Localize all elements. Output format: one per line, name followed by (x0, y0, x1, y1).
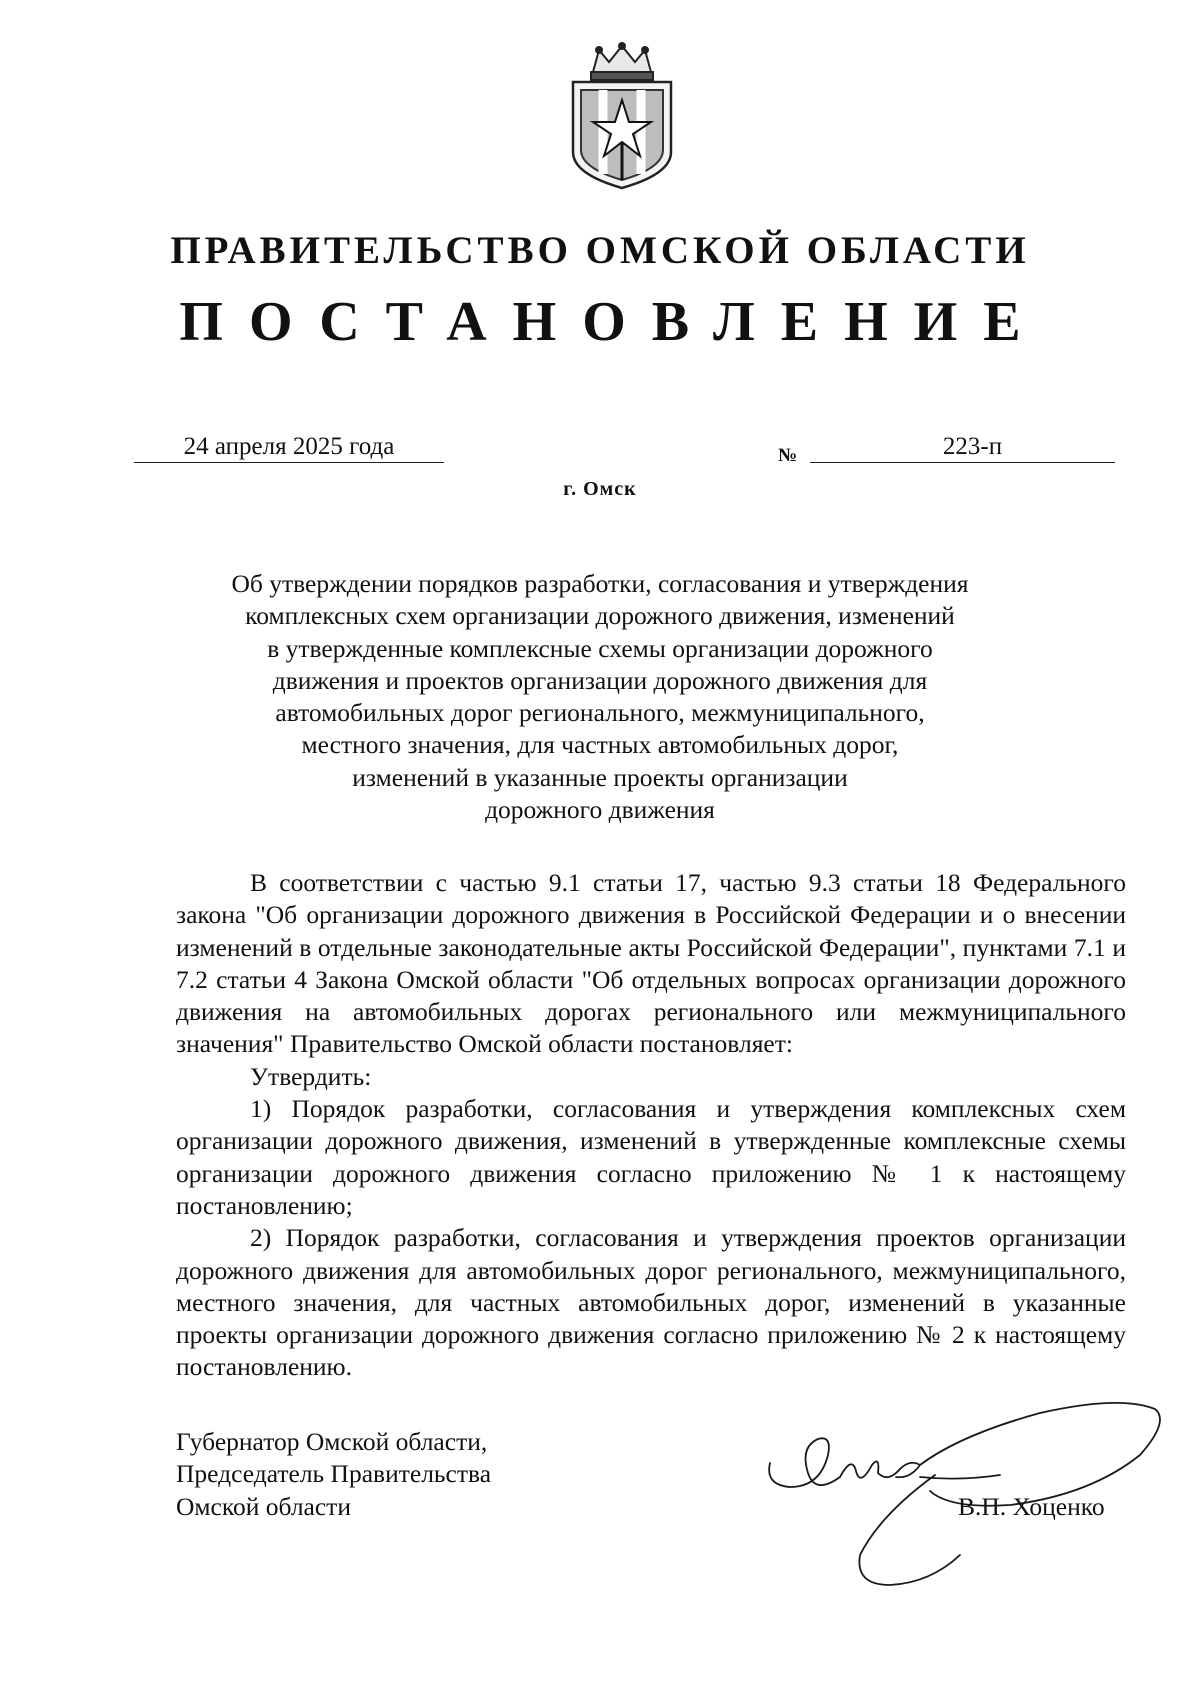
document-title (200, 568, 1000, 826)
paragraph-approve: Утвердить: (250, 1061, 372, 1091)
title-line: Об утверждении порядков разработки, согласования и утверждения (231, 569, 969, 598)
title-line: движения и проектов организации дорожного движения для (272, 665, 928, 695)
document-number: 223-п (810, 432, 1115, 463)
number-sign: № (778, 445, 798, 466)
signer-name: В.П. Хоценко (958, 1492, 1105, 1521)
title-line: местного значения, для частных автомобильных дорог, (301, 730, 899, 760)
position-line: Омской области (176, 1491, 351, 1521)
paragraph-item-1: 1) Порядок разработки, согласования и утверждения комплексных схем организации дорожного движения, изменений в утвержденные комплексные схемы организации дорожного движения согласно приложению № 1 к настоящему постановлению; (176, 1094, 1126, 1220)
document-type: ПОСТАНОВЛЕНИЕ (179, 291, 1047, 353)
organization-name: ПРАВИТЕЛЬСТВО ОМСКОЙ ОБЛАСТИ (170, 229, 1030, 272)
paragraph-item-2: 2) Порядок разработки, согласования и утверждения проектов организации дорожного движения для автомобильных дорог регионального, межмуниципального, местного значения, для частных автомобильных дорог, изменений в указанные проекты организации дорожного движения согласно приложению № 2 к настоящему постановлению. (176, 1223, 1126, 1382)
title-line: изменений в указанные проекты организации (352, 762, 848, 792)
document-date: 24 апреля 2025 года (134, 432, 444, 463)
position-line: Губернатор Омской области, (176, 1427, 488, 1456)
title-line: автомобильных дорог регионального, межмуниципального, (275, 698, 925, 728)
title-line: комплексных схем организации дорожного движения, изменений (245, 601, 955, 631)
city: г. Омск (563, 478, 637, 500)
document-body (176, 867, 1126, 1384)
paragraph-preamble: В соответствии с частью 9.1 статьи 17, частью 9.3 статьи 18 Федерального закона "Об организации дорожного движения в Российской Федерации и о внесении изменений в отдельные законодательные акты Российской Федерации", пунктами 7.1 и 7.2 статьи 4 Закона Омской области "Об отдельных вопросах организации дорожного движения на автомобильных дорогах регионального или межмуниципального значения" Правительство Омской области постановляет: (176, 868, 1126, 1059)
title-line: дорожного движения (485, 795, 715, 825)
position-line: Председатель Правительства (176, 1459, 492, 1489)
coat-of-arms-icon (563, 42, 681, 192)
signatory-position (176, 1426, 491, 1523)
title-line: в утвержденные комплексные схемы организации дорожного (267, 633, 933, 663)
